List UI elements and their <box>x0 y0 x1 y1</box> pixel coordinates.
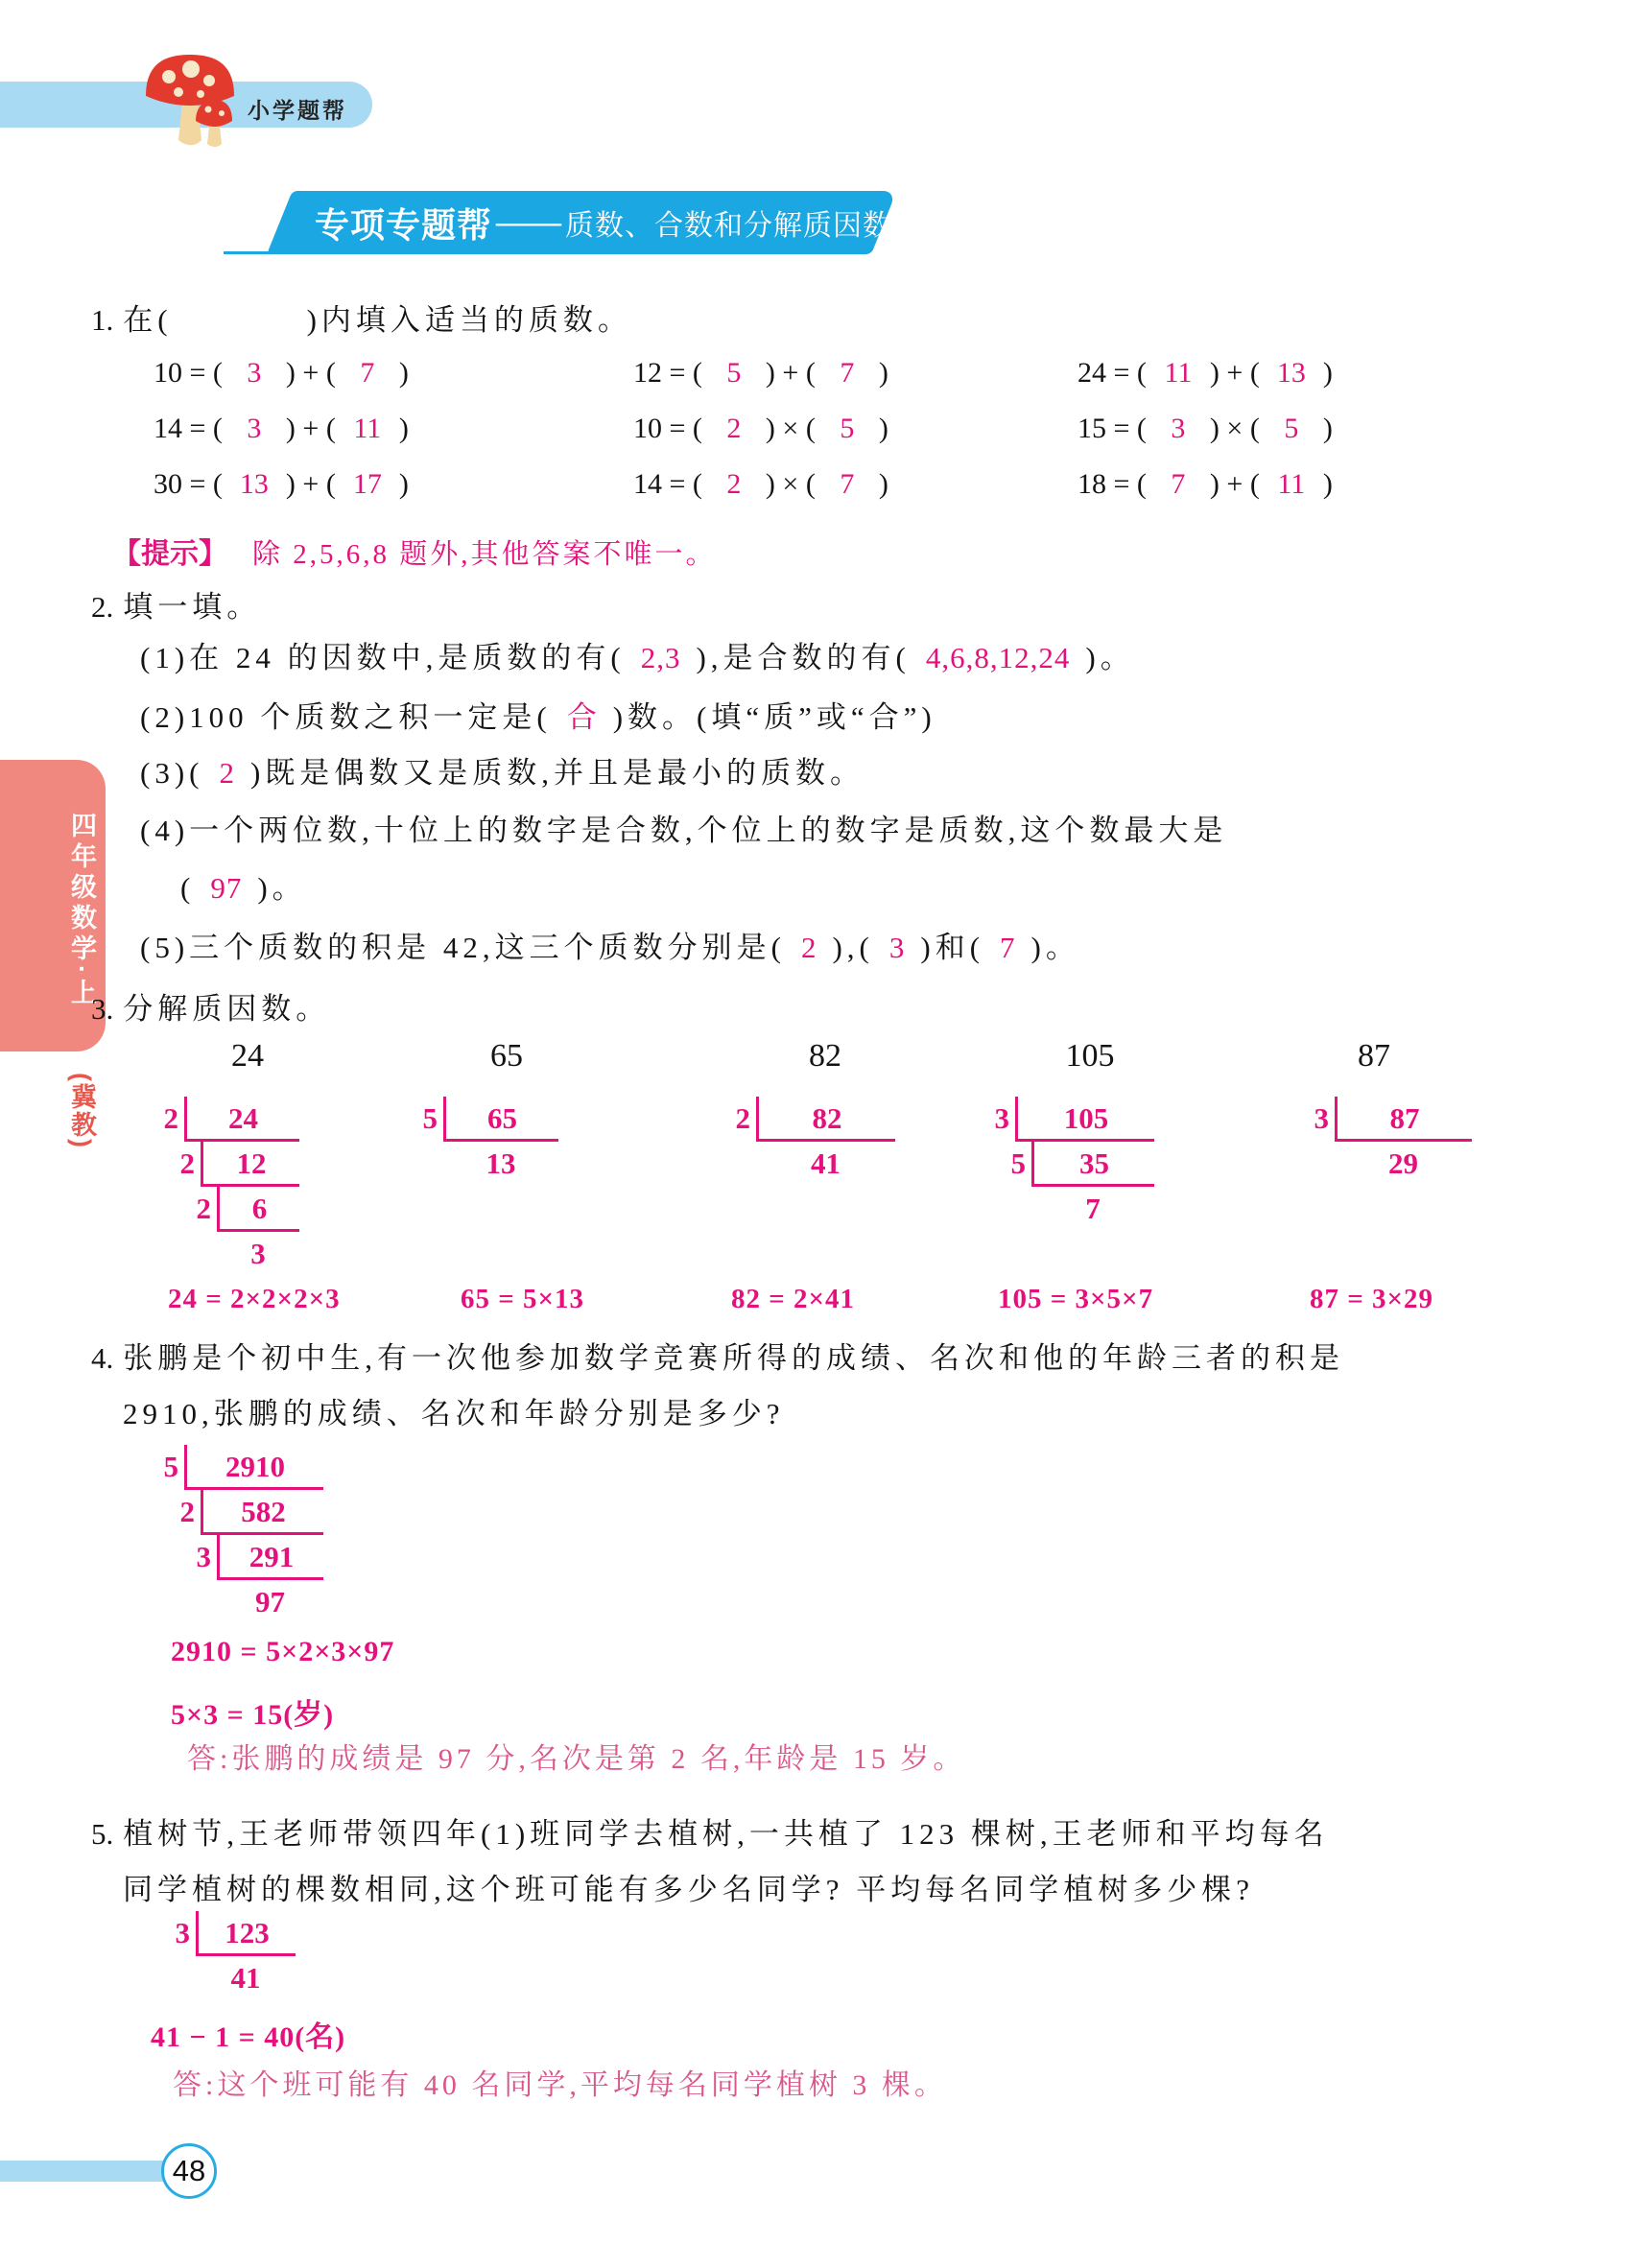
q4-equation-1: 2910 = 5×2×3×97 <box>171 1636 395 1667</box>
eq-answer: 7 <box>1171 468 1186 500</box>
q2-item-4-line2 <box>180 863 307 907</box>
ladder-dividend: 105 <box>1015 1097 1154 1142</box>
q4-answer: 答:张鹏的成绩是 97 分,名次是第 2 名,年龄是 15 岁。 <box>187 1743 966 1775</box>
factor-label: 82 <box>809 1038 841 1074</box>
q3-prompt-text: 分解质因数。 <box>123 992 331 1026</box>
eq-answer: 7 <box>360 357 375 389</box>
ladder-quotient: 41 <box>811 1146 841 1180</box>
page-number-badge <box>161 2143 217 2199</box>
ladder-step <box>159 1445 323 1490</box>
eq-text: ) <box>1322 468 1333 500</box>
ladder-dividend: 6 <box>217 1187 299 1232</box>
q2-item-3 <box>140 748 864 791</box>
fill-blank-text: )数。(填“质”或“合”) <box>612 700 936 734</box>
footer-bar <box>0 2161 165 2182</box>
banner-title-dash: —— <box>496 204 562 240</box>
ladder-spacer <box>171 1956 196 1998</box>
ladder-divisor: 3 <box>1314 1101 1329 1135</box>
q1-prompt-text-b: )内填入适当的质数。 <box>306 303 632 337</box>
ladder-82 <box>731 1097 895 1184</box>
q2-item-2 <box>140 693 936 736</box>
eq-text: ) + ( <box>285 468 336 500</box>
fill-blank-answer: 3 <box>888 931 906 964</box>
ladder-divisor: 3 <box>175 1916 190 1949</box>
q3-number: 3. <box>91 992 114 1026</box>
ladder-divisor: 2 <box>735 1101 750 1135</box>
ladder-divisor: 5 <box>422 1101 438 1135</box>
eq-text: ) <box>878 468 888 500</box>
q4-text-line2 <box>123 1389 785 1432</box>
fill-blank-answer: 4,6,8,12,24 <box>925 641 1071 674</box>
ladder-quotient: 29 <box>1388 1146 1418 1180</box>
fill-blank-text: (5)三个质数的积是 42,这三个质数分别是( <box>140 931 786 964</box>
ladder-quotient: 7 <box>1085 1192 1101 1225</box>
equation <box>633 413 888 445</box>
ladder-divisor: 2 <box>179 1146 195 1180</box>
eq-text: 12 = ( <box>633 357 702 389</box>
ladder-step <box>418 1142 558 1184</box>
fill-blank-text: (1)在 24 的因数中,是质数的有( <box>140 641 626 674</box>
fill-blank-text: )。 <box>257 871 307 905</box>
ladder-dividend: 291 <box>217 1535 323 1580</box>
eq-answer: 7 <box>840 357 855 389</box>
eq-text: ) <box>398 413 409 444</box>
eq-text: ) + ( <box>1209 357 1260 389</box>
factorization-result: 82 = 2×41 <box>731 1284 856 1314</box>
eq-text: ) <box>878 357 888 389</box>
ladder-step <box>192 1232 299 1274</box>
factor-label: 24 <box>231 1038 264 1074</box>
ladder-spacer <box>418 1142 443 1184</box>
equation <box>154 413 409 445</box>
eq-text: ) × ( <box>765 468 816 500</box>
eq-answer: 2 <box>726 413 742 444</box>
equation <box>154 357 409 390</box>
eq-text: 15 = ( <box>1077 413 1147 444</box>
factor-label: 87 <box>1358 1038 1390 1074</box>
eq-text: 14 = ( <box>154 413 223 444</box>
q2-item-4 <box>140 806 1227 849</box>
fill-blank-answer: 2 <box>219 756 235 790</box>
ladder-spacer <box>1310 1142 1335 1184</box>
ladder-step <box>192 1535 323 1580</box>
eq-answer: 3 <box>1171 413 1186 444</box>
eq-text: 18 = ( <box>1077 468 1147 500</box>
banner-title-topic: 质数、合数和分解质因数 <box>565 210 893 242</box>
eq-text: ) <box>1322 413 1333 444</box>
fill-blank-text: )。 <box>1085 641 1135 674</box>
ladder-24 <box>159 1097 299 1274</box>
eq-text: 30 = ( <box>154 468 223 500</box>
q2-number: 2. <box>91 590 114 624</box>
ladder-step <box>1310 1097 1472 1142</box>
ladder-step <box>731 1142 895 1184</box>
fill-blank-text: )。 <box>1030 931 1080 964</box>
ladder-65 <box>418 1097 558 1184</box>
ladder-dividend: 65 <box>443 1097 558 1142</box>
q4-text-line1 <box>91 1334 1344 1377</box>
q5-equation-1: 41 − 1 = 40(名) <box>151 2021 346 2053</box>
ladder-dividend: 82 <box>756 1097 895 1142</box>
q4-number: 4. <box>91 1341 114 1375</box>
eq-text: ) + ( <box>285 413 336 444</box>
ladder-dividend: 35 <box>1031 1142 1154 1187</box>
eq-answer: 17 <box>352 468 382 500</box>
ladder-divisor: 2 <box>179 1495 195 1528</box>
fill-blank-answer: 合 <box>566 700 598 734</box>
ladder-quotient: 97 <box>255 1585 285 1618</box>
ladder-step <box>159 1097 299 1142</box>
mushroom-icon <box>140 48 240 154</box>
fill-blank-answer: 2,3 <box>640 641 681 674</box>
q5-text: 植树节,王老师带领四年(1)班同学去植树,一共植了 123 棵树,王老师和平均每名 <box>123 1817 1329 1851</box>
q5-text-line2 <box>123 1865 1254 1908</box>
ladder-divisor: 2 <box>163 1101 178 1135</box>
q4-text: 张鹏是个初中生,有一次他参加数学竞赛所得的成绩、名次和他的年龄三者的积是 <box>123 1341 1344 1375</box>
ladder-step <box>192 1580 323 1622</box>
fill-blank-text: (3)( <box>140 756 204 790</box>
eq-text: 14 = ( <box>633 468 702 500</box>
factor-label: 105 <box>1065 1038 1115 1074</box>
fill-blank-text: (4)一个两位数,十位上的数字是合数,个位上的数字是质数,这个数最大是 <box>140 814 1228 847</box>
ladder-quotient: 3 <box>250 1237 266 1270</box>
q5-ladder <box>171 1911 296 1998</box>
fill-blank-text: )和( <box>920 931 985 964</box>
equation <box>633 357 888 390</box>
factorization-result: 24 = 2×2×2×3 <box>168 1284 341 1314</box>
eq-answer: 3 <box>247 413 262 444</box>
ladder-step <box>176 1142 299 1187</box>
fill-blank-text: ( <box>180 871 196 905</box>
ladder-dividend: 582 <box>201 1490 323 1535</box>
ladder-dividend: 87 <box>1335 1097 1472 1142</box>
eq-text: ) + ( <box>285 357 336 389</box>
ladder-quotient: 41 <box>230 1961 261 1995</box>
ladder-spacer <box>731 1142 756 1184</box>
q1-hint <box>112 530 717 572</box>
eq-text: 10 = ( <box>154 357 223 389</box>
fill-blank-text: (2)100 个质数之积一定是( <box>140 700 552 734</box>
equation <box>633 468 888 501</box>
eq-text: ) <box>878 413 888 444</box>
fill-blank-text: )既是偶数又是质数,并且是最小的质数。 <box>249 756 865 790</box>
brand-title: 小学题帮 <box>248 98 347 123</box>
q3-prompt <box>91 984 330 1028</box>
ladder-step <box>171 1956 296 1998</box>
equation <box>1077 413 1333 445</box>
fill-blank-answer: 97 <box>210 871 243 905</box>
eq-text: ) + ( <box>765 357 816 389</box>
eq-text: ) × ( <box>1209 413 1260 444</box>
eq-text: ) <box>398 357 409 389</box>
eq-answer: 5 <box>726 357 742 389</box>
eq-text: ) <box>398 468 409 500</box>
q2-prompt-text: 填一填。 <box>123 590 262 624</box>
eq-text: ) × ( <box>765 413 816 444</box>
q4-text: 2910,张鹏的成绩、名次和年龄分别是多少? <box>123 1397 785 1430</box>
ladder-divisor: 5 <box>1010 1146 1026 1180</box>
factorization-result: 105 = 3×5×7 <box>998 1284 1154 1314</box>
eq-answer: 5 <box>840 413 855 444</box>
q2-item-5 <box>140 923 1080 966</box>
q5-number: 5. <box>91 1817 114 1851</box>
ladder-dividend: 2910 <box>184 1445 323 1490</box>
ladder-dividend: 12 <box>201 1142 299 1187</box>
eq-answer: 3 <box>247 357 262 389</box>
factorization-result: 87 = 3×29 <box>1310 1284 1434 1314</box>
ladder-divisor: 2 <box>196 1192 211 1225</box>
ladder-105 <box>990 1097 1154 1229</box>
eq-answer: 7 <box>840 468 855 500</box>
sidebar-edition-label: (冀教) <box>67 1073 96 1149</box>
ladder-step <box>1006 1142 1154 1187</box>
q2-prompt <box>91 582 261 626</box>
eq-answer: 13 <box>239 468 269 500</box>
q5-answer: 答:这个班可能有 40 名同学,平均每名同学植树 3 棵。 <box>173 2069 947 2101</box>
equation <box>154 468 409 501</box>
ladder-divisor: 5 <box>163 1450 178 1483</box>
equation <box>1077 357 1333 390</box>
hint-text: 除 2,5,6,8 题外,其他答案不唯一。 <box>252 539 717 570</box>
ladder-step <box>418 1097 558 1142</box>
eq-text: 24 = ( <box>1077 357 1147 389</box>
ladder-step <box>1006 1187 1154 1229</box>
eq-answer: 11 <box>353 413 382 444</box>
ladder-87 <box>1310 1097 1472 1184</box>
eq-text: ) + ( <box>1209 468 1260 500</box>
q2-item-1 <box>140 633 1135 676</box>
ladder-divisor: 3 <box>196 1540 211 1573</box>
q5-text-line1 <box>91 1809 1329 1853</box>
ladder-spacer <box>192 1232 217 1274</box>
section-banner <box>267 191 893 254</box>
banner-title-main: 专项专题帮 <box>315 204 493 245</box>
eq-text: ) <box>1322 357 1333 389</box>
ladder-spacer <box>192 1580 217 1622</box>
equation <box>1077 468 1333 501</box>
q1-prompt <box>91 295 632 339</box>
ladder-dividend: 123 <box>196 1911 296 1956</box>
page-number: 48 <box>172 2154 206 2187</box>
hint-label: 【提示】 <box>112 538 227 570</box>
sidebar-grade-label: 四年级数学·上 <box>67 812 96 1009</box>
q1-prompt-text-a: 在( <box>123 303 173 337</box>
ladder-step <box>1310 1142 1472 1184</box>
eq-answer: 5 <box>1284 413 1299 444</box>
ladder-quotient: 13 <box>485 1146 516 1180</box>
ladder-spacer <box>1006 1187 1031 1229</box>
q4-equation-2: 5×3 = 15(岁) <box>171 1699 335 1731</box>
fill-blank-text: ),是合数的有( <box>696 641 911 674</box>
eq-answer: 11 <box>1164 357 1193 389</box>
ladder-step <box>990 1097 1154 1142</box>
eq-answer: 11 <box>1277 468 1306 500</box>
ladder-step <box>176 1490 323 1535</box>
eq-answer: 2 <box>726 468 742 500</box>
fill-blank-text: ),( <box>832 931 874 964</box>
ladder-step <box>192 1187 299 1232</box>
ladder-step <box>731 1097 895 1142</box>
ladder-step <box>171 1911 296 1956</box>
eq-text: 10 = ( <box>633 413 702 444</box>
fill-blank-answer: 7 <box>1000 931 1016 964</box>
q5-text: 同学植树的棵数相同,这个班可能有多少名同学? 平均每名同学植树多少棵? <box>123 1873 1255 1906</box>
fill-blank-answer: 2 <box>800 931 817 964</box>
q1-number: 1. <box>91 303 114 337</box>
ladder-dividend: 24 <box>184 1097 299 1142</box>
ladder-divisor: 3 <box>994 1101 1009 1135</box>
eq-answer: 13 <box>1276 357 1306 389</box>
banner-title <box>315 191 892 254</box>
factor-label: 65 <box>490 1038 523 1074</box>
q4-ladder <box>159 1445 323 1622</box>
factorization-result: 65 = 5×13 <box>461 1284 585 1314</box>
